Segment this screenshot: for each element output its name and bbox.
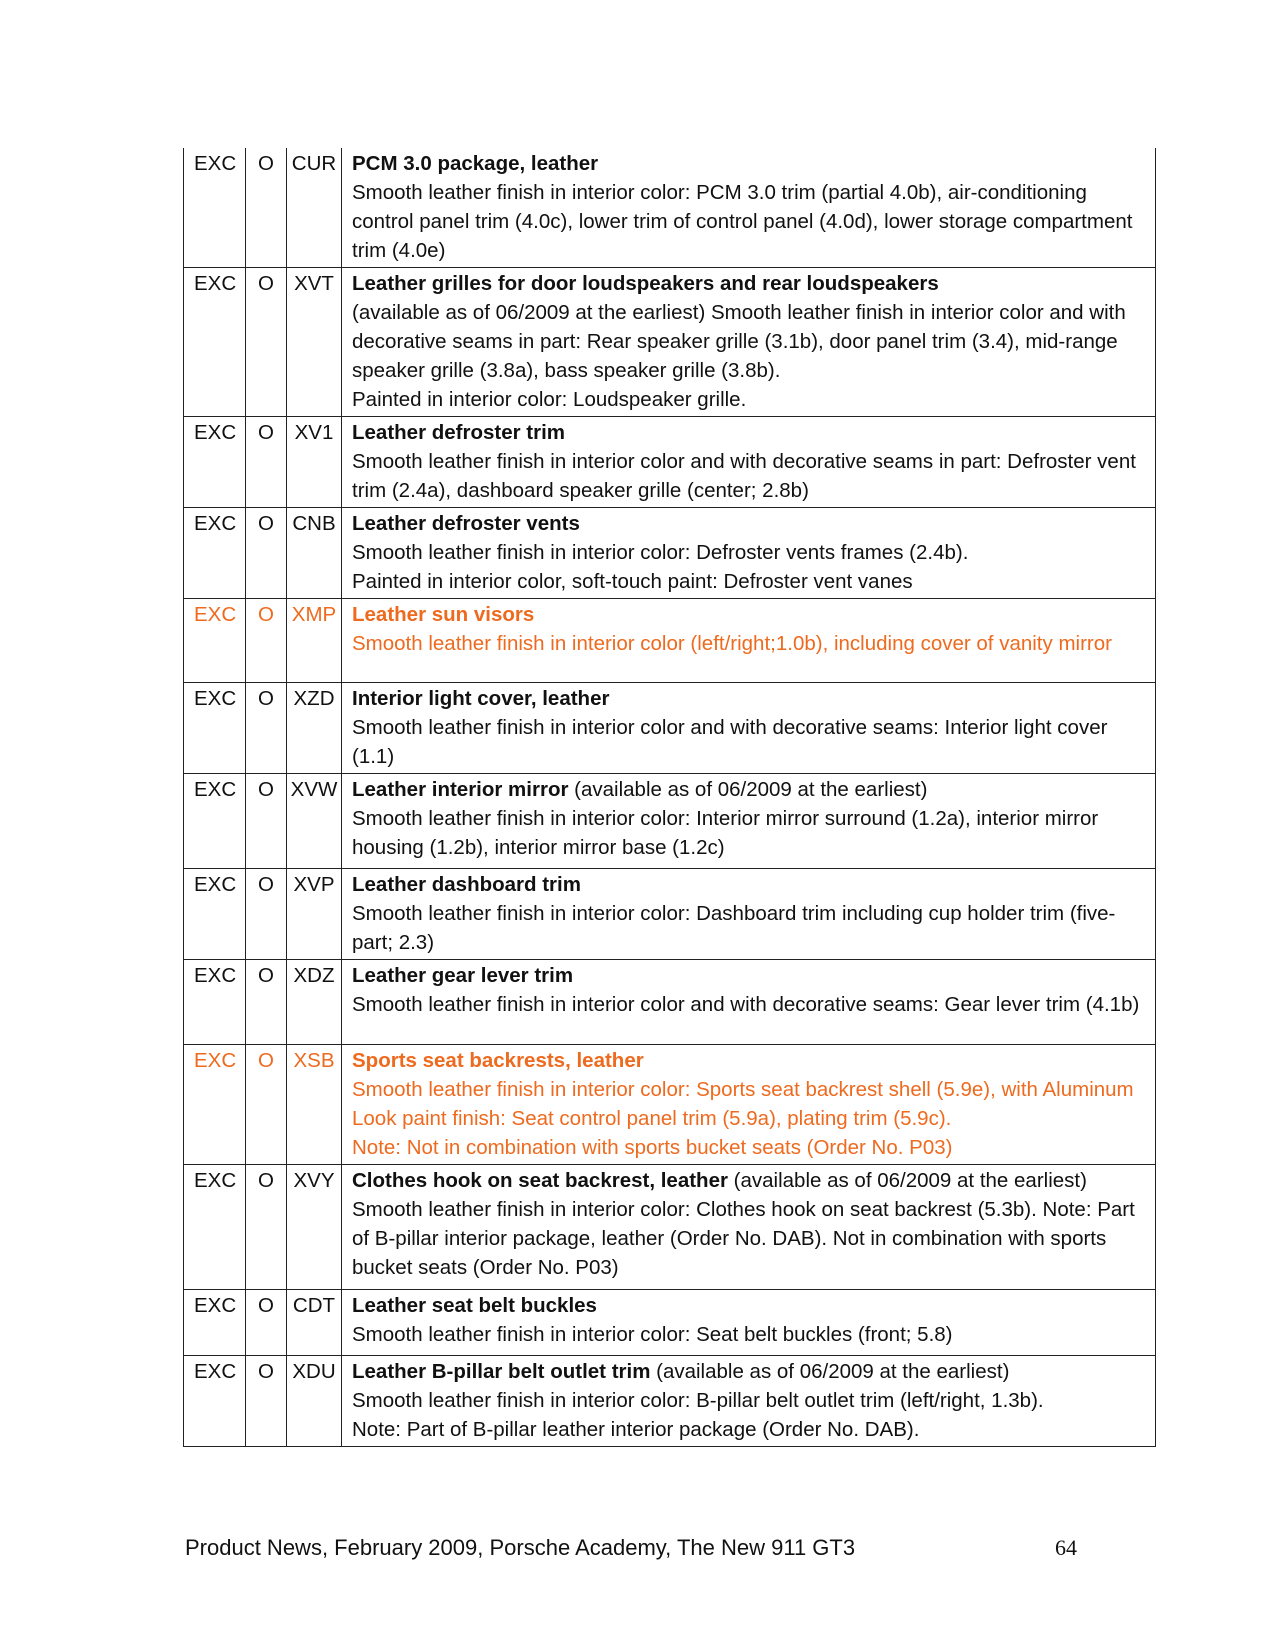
availability-cell: O (246, 869, 287, 960)
availability-cell: O (246, 1045, 287, 1165)
option-description: Smooth leather finish in interior color: B-pillar belt outlet trim (left/right, 1.3b). Note: Part of B-pillar leather interior package (Order No. DAB). (352, 1389, 1044, 1441)
option-code-cell: XVP (287, 869, 342, 960)
option-code-cell: XVT (287, 268, 342, 417)
model-cell: EXC (184, 148, 246, 268)
option-code-cell: CUR (287, 148, 342, 268)
description-cell (342, 417, 1156, 508)
option-description: Smooth leather finish in interior color: Dashboard trim including cup holder trim (five-part; 2.3) (352, 902, 1116, 954)
model-cell: EXC (184, 960, 246, 1045)
description-header (352, 600, 1147, 629)
options-table (183, 148, 1156, 1447)
model-cell: EXC (184, 599, 246, 683)
table-row (184, 417, 1156, 508)
page-number: 64 (1055, 1535, 1077, 1560)
availability-cell: O (246, 148, 287, 268)
option-code-cell: XZD (287, 683, 342, 774)
option-title: Leather dashboard trim (352, 873, 581, 896)
option-code-cell: XVY (287, 1165, 342, 1290)
description-cell (342, 774, 1156, 869)
option-title-suffix: (available as of 06/2009 at the earliest) (568, 778, 928, 801)
option-title: PCM 3.0 package, leather (352, 152, 599, 175)
table-row (184, 1290, 1156, 1356)
option-title: Clothes hook on seat backrest, leather (352, 1169, 728, 1192)
model-cell: EXC (184, 869, 246, 960)
table-row (184, 148, 1156, 268)
description-header (352, 1357, 1147, 1386)
table-row (184, 869, 1156, 960)
table-row (184, 1045, 1156, 1165)
table-row (184, 599, 1156, 683)
description-cell (342, 1290, 1156, 1356)
table-row (184, 774, 1156, 869)
description-header (352, 1166, 1147, 1282)
description-cell (342, 1045, 1156, 1165)
option-description: Smooth leather finish in interior color and with decorative seams: Interior light cover (1.1) (352, 716, 1108, 768)
availability-cell: O (246, 1356, 287, 1447)
option-title: Leather gear lever trim (352, 964, 574, 987)
model-cell: EXC (184, 268, 246, 417)
option-title: Leather grilles for door loudspeakers and rear loudspeakers (352, 272, 939, 295)
option-code-cell: CNB (287, 508, 342, 599)
option-title: Leather interior mirror (352, 778, 569, 801)
description-cell (342, 683, 1156, 774)
option-code-cell: XSB (287, 1045, 342, 1165)
option-description: Smooth leather finish in interior color and with decorative seams: Gear lever trim (4.1b) (352, 993, 1140, 1016)
description-cell (342, 148, 1156, 268)
option-code-cell: XVW (287, 774, 342, 869)
availability-cell: O (246, 774, 287, 869)
model-cell: EXC (184, 683, 246, 774)
table-body (184, 148, 1156, 1447)
description-header (352, 149, 1147, 178)
availability-cell: O (246, 1165, 287, 1290)
model-cell: EXC (184, 508, 246, 599)
option-description: Smooth leather finish in interior color: PCM 3.0 trim (partial 4.0b), air-conditioning control panel trim (4.0c), lower trim of control panel (4.0d), lower storage compartment trim (4.0e) (352, 181, 1133, 262)
description-cell (342, 599, 1156, 683)
description-header (352, 870, 1147, 899)
option-title: Leather B-pillar belt outlet trim (352, 1360, 651, 1383)
option-description: Smooth leather finish in interior color: Interior mirror surround (1.2a), interior mirror housing (1.2b), interior mirror base (1.2c) (352, 807, 1099, 859)
description-cell (342, 1356, 1156, 1447)
table-row (184, 268, 1156, 417)
description-header (352, 961, 1147, 990)
table-row (184, 960, 1156, 1045)
availability-cell: O (246, 508, 287, 599)
availability-cell: O (246, 1290, 287, 1356)
description-header (352, 269, 1147, 298)
option-title-suffix: (available as of 06/2009 at the earliest) Smooth leather finish in interior color: Clothes hook on seat backrest (5.3b). Note: Part of B-pillar interior package, leather (Order No. DAB). Not in combination with sports bucket seats (Order No. P03) (352, 1169, 1135, 1279)
option-description: Smooth leather finish in interior color: Defroster vents frames (2.4b). Painted in interior color, soft-touch paint: Defroster vent vanes (352, 541, 969, 593)
model-cell: EXC (184, 1356, 246, 1447)
description-cell (342, 268, 1156, 417)
availability-cell: O (246, 683, 287, 774)
option-description: (available as of 06/2009 at the earliest) Smooth leather finish in interior color and with decorative seams in part: Rear speaker grille (3.1b), door panel trim (3.4), mid-range speaker grille (3.8a), bass speaker grille (3.8b). Painted in interior color: Loudspeaker grille. (352, 301, 1126, 411)
description-cell (342, 1165, 1156, 1290)
availability-cell: O (246, 960, 287, 1045)
option-code-cell: XMP (287, 599, 342, 683)
table-row (184, 683, 1156, 774)
table-row (184, 1165, 1156, 1290)
option-code-cell: XDZ (287, 960, 342, 1045)
availability-cell: O (246, 417, 287, 508)
option-description: Smooth leather finish in interior color (left/right;1.0b), including cover of vanity mirror (352, 632, 1112, 655)
description-header (352, 684, 1147, 713)
option-title-suffix: (available as of 06/2009 at the earliest) (650, 1360, 1010, 1383)
option-title: Leather defroster vents (352, 512, 580, 535)
table-row (184, 508, 1156, 599)
description-header (352, 418, 1147, 447)
description-cell (342, 508, 1156, 599)
option-description: Smooth leather finish in interior color: Sports seat backrest shell (5.9e), with Aluminum Look paint finish: Seat control panel trim (5.9a), plating trim (5.9c). Note: Not in combination with sports bucket seats (Order No. P03) (352, 1078, 1134, 1159)
option-description: Smooth leather finish in interior color: Seat belt buckles (front; 5.8) (352, 1323, 953, 1346)
description-header (352, 509, 1147, 538)
availability-cell: O (246, 268, 287, 417)
description-header (352, 1291, 1147, 1320)
description-cell (342, 960, 1156, 1045)
model-cell: EXC (184, 1045, 246, 1165)
option-code-cell: XV1 (287, 417, 342, 508)
option-code-cell: XDU (287, 1356, 342, 1447)
table-row (184, 1356, 1156, 1447)
model-cell: EXC (184, 1290, 246, 1356)
model-cell: EXC (184, 1165, 246, 1290)
model-cell: EXC (184, 417, 246, 508)
footer-text: Product News, February 2009, Porsche Academy, The New 911 GT3 (185, 1535, 856, 1560)
option-title: Sports seat backrests, leather (352, 1049, 644, 1072)
option-title: Leather seat belt buckles (352, 1294, 597, 1317)
option-description: Smooth leather finish in interior color and with decorative seams in part: Defroster vent trim (2.4a), dashboard speaker grille (center; 2.8b) (352, 450, 1136, 502)
description-header (352, 775, 1147, 804)
option-title: Interior light cover, leather (352, 687, 610, 710)
description-cell (342, 869, 1156, 960)
option-title: Leather sun visors (352, 603, 535, 626)
description-header (352, 1046, 1147, 1075)
option-code-cell: CDT (287, 1290, 342, 1356)
option-title: Leather defroster trim (352, 421, 566, 444)
model-cell: EXC (184, 774, 246, 869)
availability-cell: O (246, 599, 287, 683)
